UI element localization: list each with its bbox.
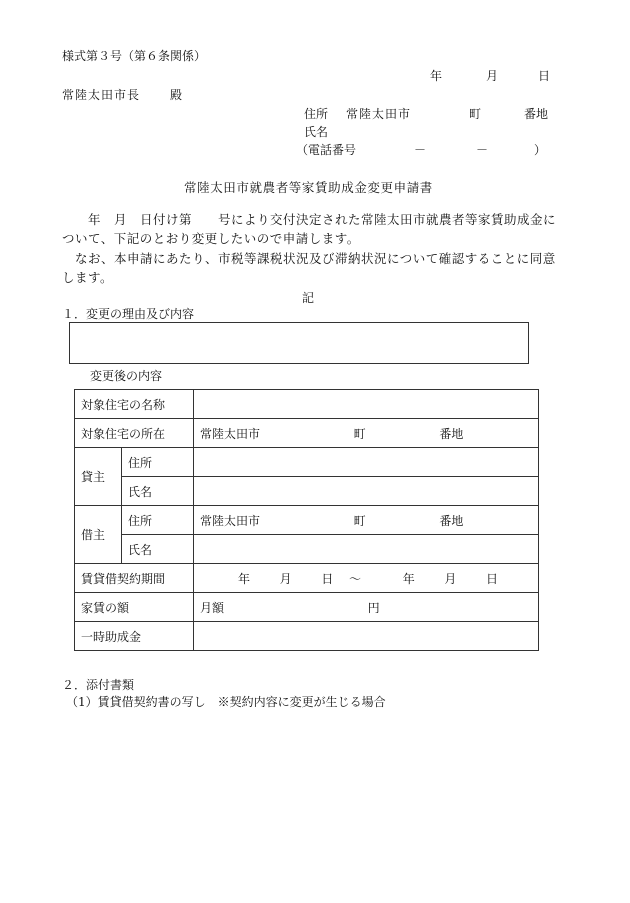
attachment-item-1: （1）賃貸借契約書の写し ※契約内容に変更が生じる場合 — [66, 695, 386, 709]
change-reason-box[interactable] — [69, 322, 529, 364]
location-lot: 番地 — [439, 426, 464, 441]
borrower-city: 常陸太田市 — [200, 513, 261, 528]
rent-label: 家賃の額 — [75, 593, 194, 622]
applicant-address-city: 常陸太田市 — [346, 107, 412, 121]
housing-name-label: 対象住宅の名称 — [75, 390, 194, 419]
applicant-name-label: 氏名 — [304, 125, 329, 139]
period-day-start: 日 — [321, 571, 334, 586]
ki-label: 記 — [302, 291, 315, 305]
borrower-address-label: 住所 — [121, 506, 193, 535]
lease-period-field[interactable] — [194, 564, 539, 593]
lump-sum-field[interactable] — [194, 622, 539, 651]
borrower-town: 町 — [353, 513, 366, 528]
borrower-label: 借主 — [75, 506, 122, 564]
document-title: 常陸太田市就農者等家賃助成金変更申請書 — [184, 180, 433, 195]
lender-address-label: 住所 — [121, 448, 193, 477]
date-month-label: 月 — [486, 69, 499, 83]
lump-sum-label: 一時助成金 — [75, 622, 194, 651]
applicant-address-label: 住所 — [304, 107, 329, 121]
housing-location-label: 対象住宅の所在 — [75, 419, 194, 448]
housing-name-field[interactable] — [194, 390, 539, 419]
period-year-end: 年 — [402, 571, 415, 586]
phone-close: ） — [534, 143, 547, 157]
body-paragraph-1: 年 月 日付け第 号により交付決定された常陸太田市就農者等家賃助成金について、下記のとおり変更したいので申請します。 — [62, 212, 557, 246]
rent-monthly-label: 月額 — [200, 600, 225, 615]
change-details-table — [74, 389, 539, 651]
honorific: 殿 — [170, 88, 183, 102]
period-month-start: 月 — [279, 571, 292, 586]
addressee: 常陸太田市長 — [62, 88, 141, 102]
location-city: 常陸太田市 — [200, 426, 261, 441]
rent-field[interactable] — [194, 593, 539, 622]
applicant-phone-label: （電話番号 — [296, 143, 357, 157]
housing-location-field[interactable] — [194, 419, 539, 448]
section2-heading: ２．添付書類 — [62, 678, 135, 692]
lender-address-field[interactable] — [194, 448, 539, 477]
period-year-start: 年 — [238, 571, 251, 586]
period-month-end: 月 — [444, 571, 457, 586]
date-year-label: 年 — [430, 69, 443, 83]
location-town: 町 — [353, 426, 366, 441]
period-tilde: ～ — [349, 571, 362, 586]
borrower-name-field[interactable] — [194, 535, 539, 564]
phone-separator: － — [414, 143, 427, 157]
lease-period-label: 賃貸借契約期間 — [75, 564, 194, 593]
section1-heading: １．変更の理由及び内容 — [62, 307, 195, 321]
form-number: 様式第３号（第６条関係） — [62, 49, 207, 63]
borrower-name-label: 氏名 — [121, 535, 193, 564]
lender-label: 貸主 — [75, 448, 122, 506]
borrower-lot: 番地 — [439, 513, 464, 528]
borrower-address-field[interactable] — [194, 506, 539, 535]
applicant-address-lot: 番地 — [524, 107, 549, 121]
applicant-address-town: 町 — [469, 107, 482, 121]
lender-name-label: 氏名 — [121, 477, 193, 506]
date-day-label: 日 — [538, 69, 551, 83]
after-change-heading: 変更後の内容 — [90, 369, 163, 383]
phone-separator: － — [476, 143, 489, 157]
lender-name-field[interactable] — [194, 477, 539, 506]
body-paragraph-2: なお、本申請にあたり、市税等課税状況及び滞納状況について確認することに同意します。 — [62, 251, 556, 285]
rent-yen-label: 円 — [367, 600, 380, 615]
period-day-end: 日 — [486, 571, 499, 586]
